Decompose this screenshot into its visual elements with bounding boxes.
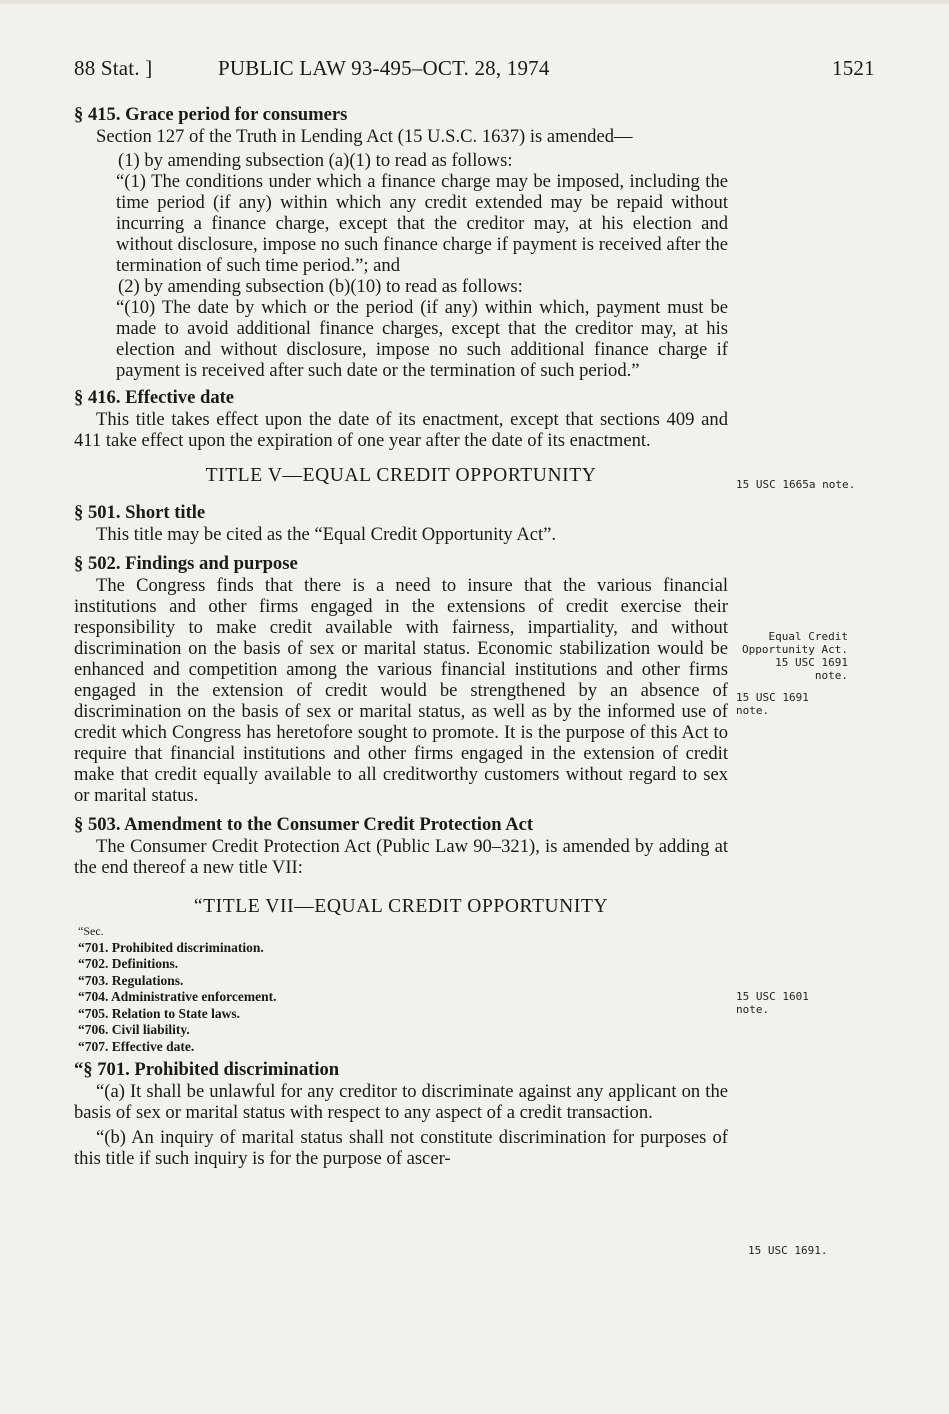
title-v-heading: TITLE V—EQUAL CREDIT OPPORTUNITY [205, 465, 597, 486]
table-of-contents [78, 923, 728, 1055]
main-text-column [74, 100, 728, 1169]
toc-item: “702. Definitions. [78, 956, 179, 971]
section-502-heading: § 502. Findings and purpose [74, 553, 298, 574]
margin-note-ecoa: Equal Credit Opportunity Act. 15 USC 1691 note. [742, 630, 848, 682]
section-415-quote-2: “(10) The date by which or the period (if any) within which, payment must be made to avoid additional finance charges, except that the creditor may, at his election and without disclosure, impose no such additional finance charge if payment is received after such date or the termination of such period.” [116, 297, 728, 381]
running-header: PUBLIC LAW 93-495–OCT. 28, 1974 [218, 56, 550, 80]
toc-item: “704. Administrative enforcement. [78, 989, 277, 1004]
section-415-intro: Section 127 of the Truth in Lending Act (15 U.S.C. 1637) is amended— [96, 126, 633, 147]
section-501-heading: § 501. Short title [74, 502, 206, 523]
toc-item: “705. Relation to State laws. [78, 1005, 240, 1021]
section-701-b: “(b) An inquiry of marital status shall not constitute discrimination for purposes of this title if such inquiry is for the purpose of ascer- [74, 1127, 728, 1169]
section-416-text: This title takes effect upon the date of its enactment, except that sections 409 and 411 take effect upon the expiration of one year after the date of its enactment. [74, 409, 728, 451]
margin-note-1691: 15 USC 1691 note. [736, 691, 809, 717]
section-416-heading: § 416. Effective date [74, 387, 235, 408]
page-number: 1521 [832, 56, 875, 80]
section-415-heading: § 415. Grace period for consumers [74, 104, 348, 125]
section-701-heading: “§ 701. Prohibited discrimination [74, 1059, 340, 1080]
toc-item: “707. Effective date. [78, 1038, 195, 1054]
section-415-item-2: (2) by amending subsection (b)(10) to read as follows: [118, 276, 523, 297]
toc-item: “706. Civil liability. [78, 1022, 190, 1037]
section-415-item-1: (1) by amending subsection (a)(1) to read as follows: [118, 150, 513, 171]
toc-item: “703. Regulations. [78, 972, 184, 988]
title-vii-heading: “TITLE VII—EQUAL CREDIT OPPORTUNITY [193, 896, 609, 917]
stat-reference: 88 Stat. ] [74, 56, 153, 80]
page-edge [0, 0, 949, 4]
margin-note-1665a: 15 USC 1665a note. [736, 478, 856, 491]
section-701-a: “(a) It shall be unlawful for any creditor to discriminate against any applicant on the basis of sex or marital status with respect to any aspect of a credit transaction. [74, 1081, 728, 1123]
toc-item: “Sec. [78, 924, 104, 938]
section-501-text: This title may be cited as the “Equal Credit Opportunity Act”. [96, 524, 557, 545]
margin-note-1601: 15 USC 1601 note. [736, 990, 809, 1016]
section-502-text: The Congress finds that there is a need to insure that the various financial institutions and other firms engaged in the extensions of credit exercise their responsibility to make credit available with fairness, impartiality, and without discrimination on the basis of sex or marital status. Economic stabilization would be enhanced and competition among the various financial institutions and other firms engaged in the extension of credit would be strengthened by an absence of discrimination on the basis of sex or marital status, as well as by the informed use of credit which Congress has heretofore sought to promote. It is the purpose of this Act to require that financial institutions and other firms engaged in the extension of credit make that credit equally available to all creditworthy customers without regard to sex or marital status. [74, 575, 728, 806]
section-503-text: The Consumer Credit Protection Act (Public Law 90–321), is amended by adding at the end thereof a new title VII: [74, 836, 728, 878]
section-503-heading: § 503. Amendment to the Consumer Credit Protection Act [74, 814, 534, 835]
margin-note-1691-b: 15 USC 1691. [748, 1244, 828, 1257]
section-415-quote-1: “(1) The conditions under which a finance charge may be imposed, including the time period (if any) within which any credit extended may be repaid without incurring a finance charge, except that the creditor may, at his election and without disclosure, impose no such finance charge if payment is received after the termination of such time period.”; and [116, 171, 728, 276]
toc-item: “701. Prohibited discrimination. [78, 939, 264, 955]
